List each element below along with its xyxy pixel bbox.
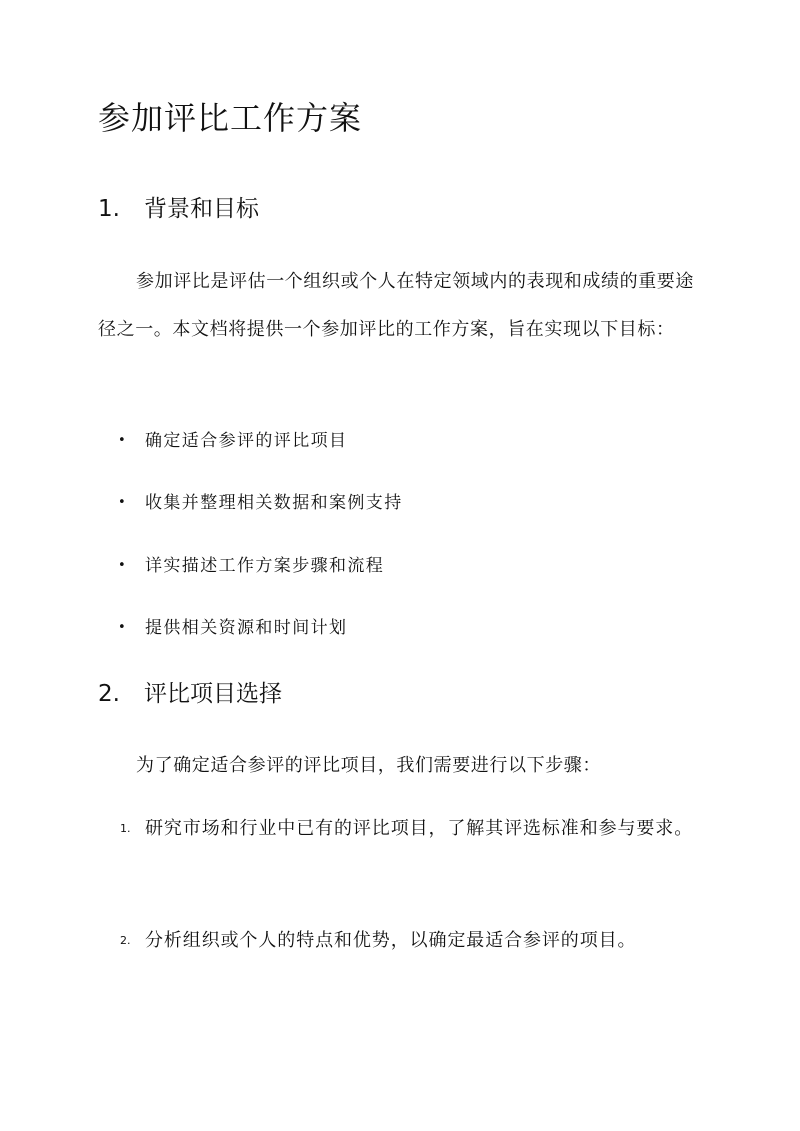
section-number: 2. bbox=[98, 681, 120, 707]
list-item-text: 收集并整理相关数据和案例支持 bbox=[145, 493, 403, 513]
section-heading-selection bbox=[98, 678, 282, 710]
section-number: 1. bbox=[98, 196, 120, 222]
list-item-text: 研究市场和行业中已有的评比项目，了解其评选标准和参与要求。 bbox=[145, 818, 694, 839]
list-item-text: 确定适合参评的评比项目 bbox=[145, 431, 348, 451]
list-number: 2. bbox=[120, 934, 131, 947]
selection-paragraph bbox=[98, 742, 710, 790]
list-item-text: 详实描述工作方案步骤和流程 bbox=[145, 556, 385, 576]
bullet-icon: • bbox=[118, 558, 128, 573]
section-heading-background bbox=[98, 193, 259, 225]
list-item-text: 提供相关资源和时间计划 bbox=[145, 618, 348, 638]
numbered-list-item bbox=[120, 914, 700, 968]
section-title: 评比项目选择 bbox=[144, 681, 282, 707]
intro-paragraph bbox=[98, 258, 710, 354]
list-item bbox=[118, 615, 347, 641]
intro-text: 参加评比是评估一个组织或个人在特定领域内的表现和成绩的重要途径之一。本文档将提供一个参加评比的工作方案，旨在实现以下目标： bbox=[98, 271, 694, 340]
list-item bbox=[118, 553, 384, 579]
list-number: 1. bbox=[120, 822, 131, 835]
list-item bbox=[118, 490, 403, 516]
bullet-icon: • bbox=[118, 620, 128, 635]
bullet-icon: • bbox=[118, 495, 128, 510]
selection-text: 为了确定适合参评的评比项目，我们需要进行以下步骤： bbox=[136, 755, 601, 776]
list-item-text: 分析组织或个人的特点和优势，以确定最适合参评的项目。 bbox=[145, 930, 637, 951]
section-title: 背景和目标 bbox=[144, 196, 259, 222]
numbered-list-item bbox=[120, 802, 700, 856]
list-item bbox=[118, 428, 347, 454]
bullet-icon: • bbox=[118, 433, 128, 448]
document-title: 参加评比工作方案 bbox=[98, 99, 363, 137]
